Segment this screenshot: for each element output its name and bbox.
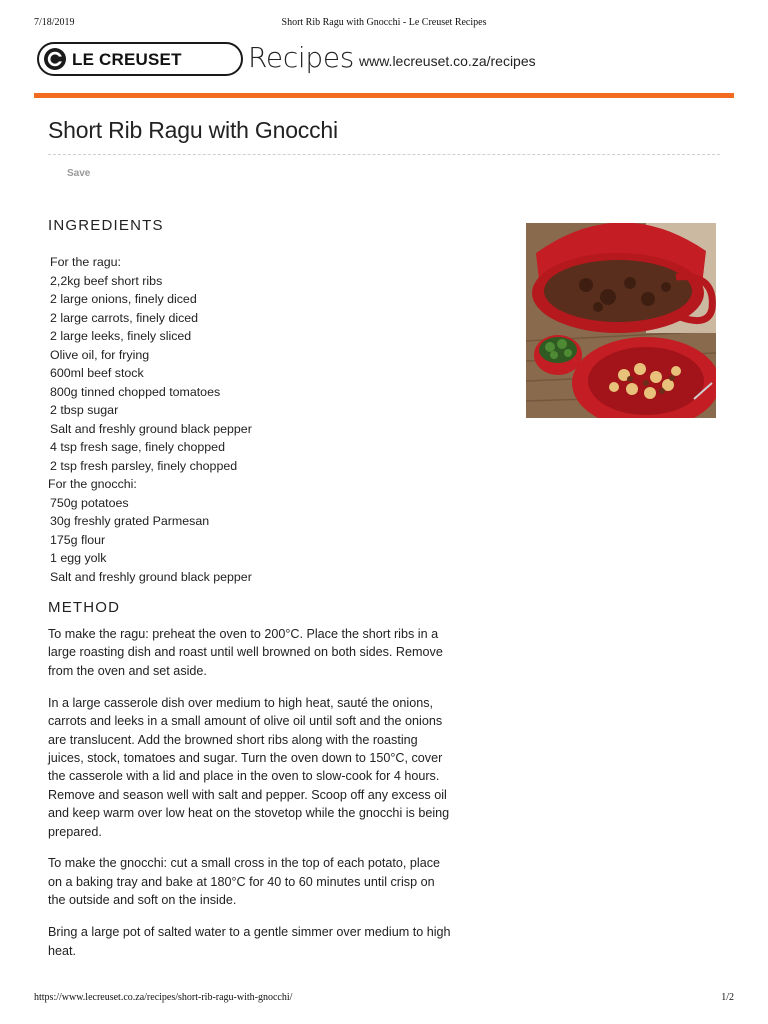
ingredient-item: 30g freshly grated Parmesan	[50, 514, 210, 528]
page-title: Short Rib Ragu with Gnocchi	[48, 117, 338, 143]
title-divider	[48, 154, 720, 155]
ingredient-item: 1 egg yolk	[50, 551, 107, 565]
header-divider	[34, 93, 734, 98]
method-heading: METHOD	[48, 599, 121, 616]
logo-wordmark: LE CREUSET	[72, 50, 182, 69]
ingredient-item: 2 tbsp sugar	[50, 403, 119, 417]
print-page-number: 1/2	[721, 992, 734, 1003]
ingredient-item: Salt and freshly ground black pepper	[50, 421, 252, 436]
ingredients-list	[50, 253, 480, 586]
method-step: To make the gnocchi: cut a small cross in the top of each potato, place on a baking tray and bake at 180°C for 40 to 60 minutes until crisp on the outside and soft on the inside.	[48, 856, 441, 908]
ingredient-item: 600ml beef stock	[50, 366, 144, 380]
le-creuset-logo[interactable]	[37, 42, 243, 76]
recipe-photo	[526, 223, 716, 418]
print-footer	[34, 992, 734, 1006]
ingredient-item: Salt and freshly ground black pepper	[50, 569, 252, 584]
ingredient-item: 175g flour	[50, 532, 106, 547]
ingredient-item: 4 tsp fresh sage, finely chopped	[50, 440, 225, 454]
ingredient-item: 2 tsp fresh parsley, finely chopped	[50, 458, 238, 473]
save-button[interactable]: Save	[67, 168, 91, 179]
ingredients-heading: INGREDIENTS	[48, 217, 164, 234]
ingredient-item: 2 large carrots, finely diced	[50, 310, 199, 325]
ingredient-item: 2 large leeks, finely sliced	[50, 329, 192, 343]
ingredient-item: 2 large onions, finely diced	[50, 292, 197, 306]
ingredient-item: Olive oil, for frying	[50, 347, 150, 362]
print-document-title: Short Rib Ragu with Gnocchi - Le Creuset Recipes	[281, 17, 487, 28]
brand-bar	[34, 40, 734, 80]
recipe-photo-illustration	[526, 223, 716, 418]
ingredient-item: 800g tinned chopped tomatoes	[50, 384, 221, 399]
method-step: Bring a large pot of salted water to a gentle simmer over medium to high heat.	[48, 925, 451, 958]
ingredient-item: 2,2kg beef short ribs	[50, 273, 163, 288]
method-step: In a large casserole dish over medium to high heat, sauté the onions, carrots and leeks in a small amount of olive oil until soft and the onions are translucent. Add the browned short ribs along with the roasting juices, stock, tomatoes and sugar. Turn the oven down to 150°C, cover the casserole with a lid and place in the oven to slow-cook for 4 hours. Remove and season well with salt and pepper. Scoop off any excess oil and keep warm over low heat on the stovetop while the gnocchi is being prepared.	[48, 695, 450, 839]
ingredient-subheading: For the gnocchi:	[48, 477, 137, 491]
ingredient-subheading: For the ragu:	[50, 255, 121, 269]
print-url: https://www.lecreuset.co.za/recipes/short-rib-ragu-with-gnocchi/	[34, 992, 293, 1003]
site-url[interactable]: www.lecreuset.co.za/recipes	[359, 53, 536, 69]
print-header	[34, 17, 734, 31]
logo-emblem-icon	[43, 47, 67, 71]
ingredient-item: 750g potatoes	[50, 495, 129, 510]
logo-section-name: Recipes	[248, 41, 355, 74]
print-date: 7/18/2019	[34, 17, 75, 28]
method-steps	[48, 625, 453, 974]
method-step: To make the ragu: preheat the oven to 200°C. Place the short ribs in a large roasting dish and roast until well browned on both sides. Remove from the oven and set aside.	[48, 627, 443, 678]
